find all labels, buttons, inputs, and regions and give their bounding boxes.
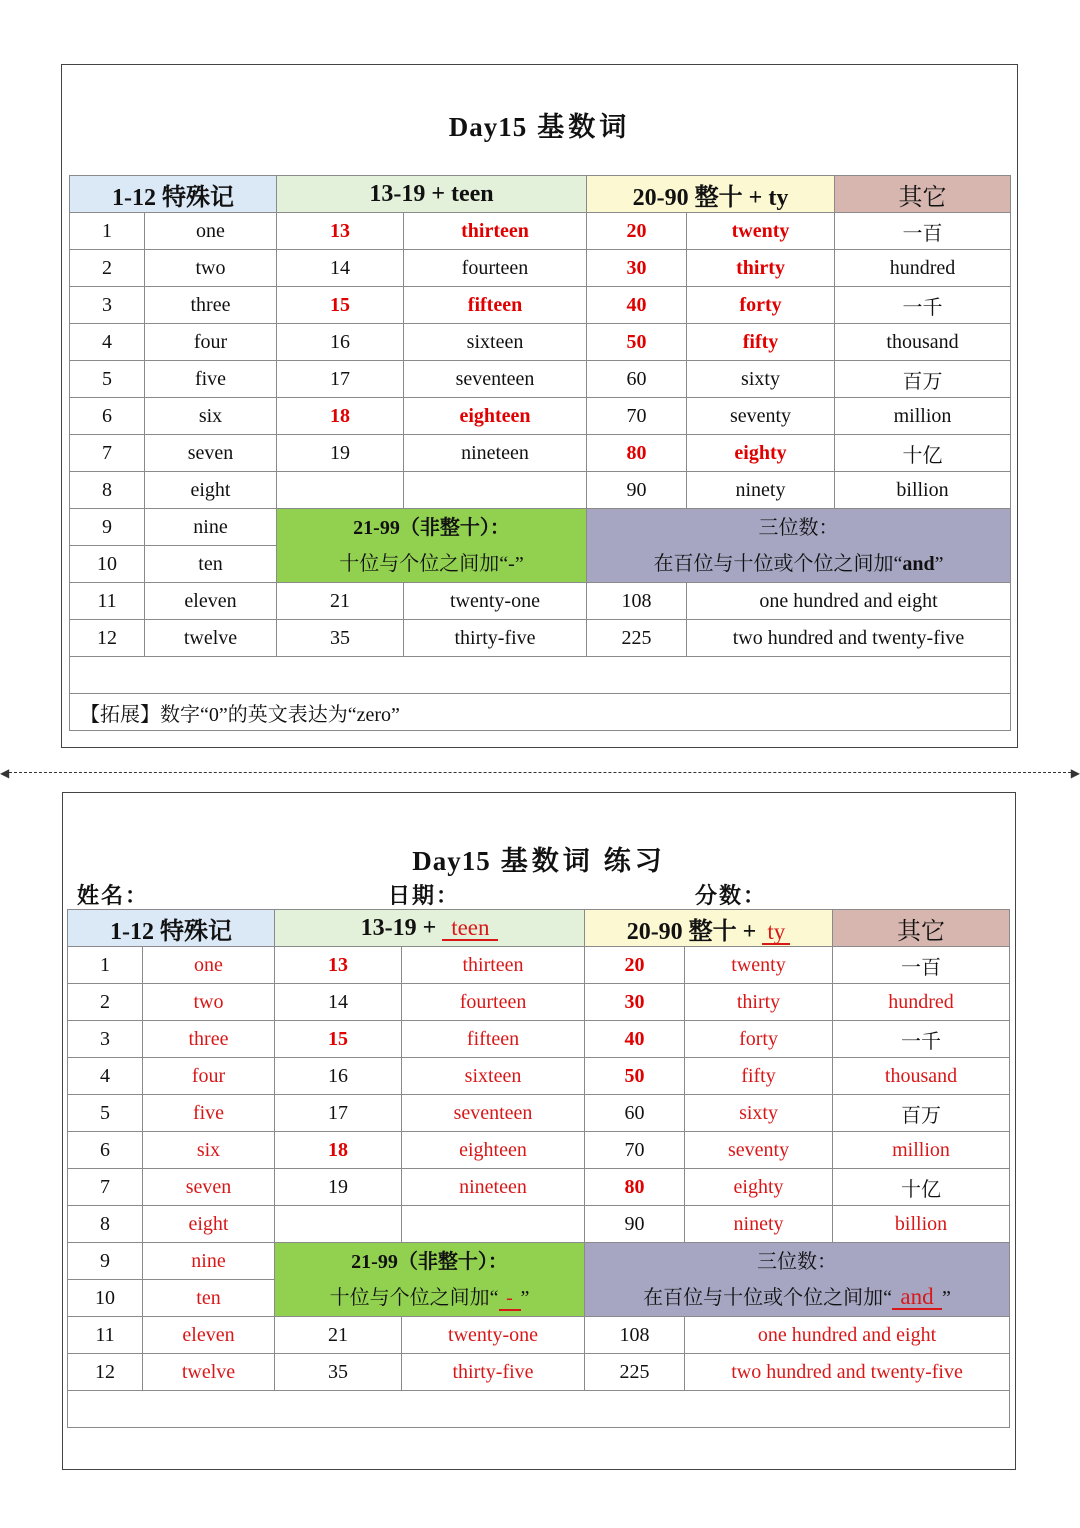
table-row	[70, 472, 1011, 509]
rule-text-suffix: ”	[934, 552, 944, 575]
rule-21-99-title: 21-99（非整十）：	[353, 516, 510, 539]
number-cell: 4	[70, 324, 145, 361]
number-cell: 60	[585, 1095, 685, 1132]
table-row	[68, 984, 1010, 1021]
number-cell: 18	[275, 1132, 402, 1169]
word-cell: fifty	[687, 324, 835, 361]
number-cell: 1	[70, 213, 145, 250]
word-cell: 百万	[833, 1095, 1010, 1132]
word-cell: thirty-five	[404, 620, 587, 657]
cut-divider	[4, 772, 1076, 773]
name-field[interactable]	[77, 879, 241, 910]
number-cell: 8	[68, 1206, 143, 1243]
rule-and-word: and	[902, 552, 935, 575]
answer-cell[interactable]: eleven	[143, 1317, 275, 1354]
word-cell: 一千	[835, 287, 1011, 324]
number-cell: 7	[70, 435, 145, 472]
number-cell: 40	[587, 287, 687, 324]
word-cell: 一百	[835, 213, 1011, 250]
table-row	[68, 1206, 1010, 1243]
practice-sheet	[62, 792, 1016, 1470]
answer-cell[interactable]: fourteen	[402, 984, 585, 1021]
number-cell: 14	[277, 250, 404, 287]
answer-cell[interactable]: hundred	[833, 984, 1010, 1021]
table-row-empty	[70, 657, 1011, 694]
rule-21-99	[275, 1243, 585, 1317]
number-cell: 6	[68, 1132, 143, 1169]
number-cell: 9	[70, 509, 145, 546]
answer-cell[interactable]: fifteen	[402, 1021, 585, 1058]
sheet-title	[63, 839, 1015, 878]
header-1-12: 1-12 特殊记	[68, 910, 275, 947]
sheet-title	[62, 105, 1017, 144]
number-cell: 35	[275, 1354, 402, 1391]
practice-table	[67, 909, 1010, 1428]
word-cell: fifteen	[404, 287, 587, 324]
word-cell: six	[145, 398, 277, 435]
word-cell: three	[145, 287, 277, 324]
student-info-row	[63, 879, 1015, 909]
rule-text-prefix: 在百位与十位或个位之间加“	[653, 552, 903, 575]
table-row-empty	[68, 1391, 1010, 1428]
number-cell: 12	[68, 1354, 143, 1391]
word-cell: 一千	[833, 1021, 1010, 1058]
number-cell: 40	[585, 1021, 685, 1058]
date-field[interactable]	[388, 879, 552, 910]
word-cell: twenty-one	[404, 583, 587, 620]
answer-cell[interactable]: thirty	[685, 984, 833, 1021]
title-practice: 练习	[603, 846, 666, 876]
word-cell: twenty	[687, 213, 835, 250]
rule-three-digit	[587, 509, 1011, 583]
extension-note: 【拓展】数字“0”的英文表达为“zero”	[70, 694, 1011, 731]
header-13-19	[275, 910, 585, 947]
word-cell: sixty	[687, 361, 835, 398]
number-cell: 30	[587, 250, 687, 287]
table-row	[70, 435, 1011, 472]
rule-three-digit-title: 三位数：	[758, 516, 839, 539]
rule-21-99	[277, 509, 587, 583]
header-other: 其它	[835, 176, 1011, 213]
number-cell	[275, 1206, 402, 1243]
rule-text-prefix: 十位与个位之间加“	[329, 1286, 499, 1309]
number-cell: 21	[277, 583, 404, 620]
answer-cell[interactable]: fifty	[685, 1058, 833, 1095]
table-row	[70, 620, 1011, 657]
word-cell: twelve	[145, 620, 277, 657]
word-cell: eighty	[687, 435, 835, 472]
answer-cell[interactable]: million	[833, 1132, 1010, 1169]
answer-cell[interactable]: seven	[143, 1169, 275, 1206]
number-cell: 10	[68, 1280, 143, 1317]
word-cell: fourteen	[404, 250, 587, 287]
number-cell: 90	[585, 1206, 685, 1243]
table-row	[70, 287, 1011, 324]
name-label: 姓名：	[77, 883, 150, 908]
word-cell: thirteen	[404, 213, 587, 250]
table-row	[70, 250, 1011, 287]
word-cell: nine	[145, 509, 277, 546]
table-row	[68, 1354, 1010, 1391]
table-row	[68, 1132, 1010, 1169]
table-row	[70, 361, 1011, 398]
empty-cell	[70, 657, 1011, 694]
date-blank[interactable]	[462, 887, 552, 910]
score-blank[interactable]	[769, 887, 871, 910]
answer-blank[interactable]: ty	[762, 921, 790, 945]
table-row	[70, 583, 1011, 620]
title-topic: 基数词	[500, 846, 594, 876]
number-cell: 3	[68, 1021, 143, 1058]
word-cell: eight	[145, 472, 277, 509]
header-prefix: 13-19 +	[360, 914, 437, 941]
number-cell: 60	[587, 361, 687, 398]
table-row	[68, 947, 1010, 984]
rule-three-digit-text	[587, 546, 1010, 582]
number-cell: 16	[275, 1058, 402, 1095]
number-cell: 108	[587, 583, 687, 620]
arrow-right-icon: ▶	[1070, 766, 1080, 780]
header-13-19: 13-19 + teen	[277, 176, 587, 213]
rule-text-suffix: ”	[520, 1286, 530, 1309]
header-prefix: 20-90 整十 +	[626, 918, 757, 945]
answer-cell[interactable]: twenty-one	[402, 1317, 585, 1354]
number-cell: 8	[70, 472, 145, 509]
answer-cell[interactable]: billion	[833, 1206, 1010, 1243]
rule-21-99-title: 21-99（非整十）：	[351, 1250, 508, 1273]
rule-three-digit-title: 三位数：	[757, 1250, 838, 1273]
number-cell: 3	[70, 287, 145, 324]
number-cell: 2	[70, 250, 145, 287]
number-cell: 11	[68, 1317, 143, 1354]
number-cell: 80	[585, 1169, 685, 1206]
number-cell: 17	[277, 361, 404, 398]
table-row	[68, 1169, 1010, 1206]
answer-cell[interactable]: three	[143, 1021, 275, 1058]
name-blank[interactable]	[151, 887, 241, 910]
answer-cell[interactable]: two hundred and twenty-five	[685, 1354, 1010, 1391]
number-cell: 50	[587, 324, 687, 361]
score-field[interactable]	[695, 879, 871, 910]
number-cell: 5	[70, 361, 145, 398]
word-cell: hundred	[835, 250, 1011, 287]
number-table	[69, 175, 1011, 731]
answer-cell[interactable]: eight	[143, 1206, 275, 1243]
table-row	[70, 398, 1011, 435]
table-row	[68, 1243, 1010, 1280]
answer-blank[interactable]: -	[499, 1287, 521, 1311]
number-cell: 35	[277, 620, 404, 657]
number-cell: 5	[68, 1095, 143, 1132]
table-row	[70, 324, 1011, 361]
table-header-row	[68, 910, 1010, 947]
number-cell: 1	[68, 947, 143, 984]
word-cell: ninety	[687, 472, 835, 509]
table-row	[68, 1095, 1010, 1132]
reference-sheet	[61, 64, 1018, 748]
answer-cell[interactable]: thousand	[833, 1058, 1010, 1095]
word-cell: 一百	[833, 947, 1010, 984]
answer-cell[interactable]	[402, 1206, 585, 1243]
header-20-90: 20-90 整十 + ty	[587, 176, 835, 213]
number-cell: 80	[587, 435, 687, 472]
number-cell: 13	[277, 213, 404, 250]
word-cell: seven	[145, 435, 277, 472]
number-cell: 2	[68, 984, 143, 1021]
number-cell: 6	[70, 398, 145, 435]
title-day: Day15	[412, 846, 491, 876]
answer-cell[interactable]: sixty	[685, 1095, 833, 1132]
answer-cell[interactable]: sixteen	[402, 1058, 585, 1095]
answer-cell[interactable]: two	[143, 984, 275, 1021]
number-cell: 12	[70, 620, 145, 657]
answer-cell[interactable]: thirteen	[402, 947, 585, 984]
score-label: 分数：	[695, 883, 768, 908]
word-cell: one hundred and eight	[687, 583, 1011, 620]
word-cell: thousand	[835, 324, 1011, 361]
header-20-90	[585, 910, 833, 947]
answer-blank[interactable]: and	[892, 1286, 942, 1310]
word-cell: eleven	[145, 583, 277, 620]
number-cell: 90	[587, 472, 687, 509]
answer-cell[interactable]: twenty	[685, 947, 833, 984]
rule-three-digit	[585, 1243, 1010, 1317]
table-row	[68, 1317, 1010, 1354]
word-cell: eighteen	[404, 398, 587, 435]
empty-cell	[68, 1391, 1010, 1428]
rule-21-99-text	[275, 1280, 584, 1316]
answer-cell[interactable]: one hundred and eight	[685, 1317, 1010, 1354]
number-cell: 16	[277, 324, 404, 361]
number-cell: 50	[585, 1058, 685, 1095]
answer-cell[interactable]: seventy	[685, 1132, 833, 1169]
number-cell: 18	[277, 398, 404, 435]
word-cell: sixteen	[404, 324, 587, 361]
answer-cell[interactable]: seventeen	[402, 1095, 585, 1132]
answer-cell[interactable]: nineteen	[402, 1169, 585, 1206]
number-cell: 225	[585, 1354, 685, 1391]
table-row	[68, 1058, 1010, 1095]
word-cell	[404, 472, 587, 509]
word-cell: two	[145, 250, 277, 287]
table-row	[68, 1021, 1010, 1058]
number-cell: 21	[275, 1317, 402, 1354]
number-cell: 20	[585, 947, 685, 984]
number-cell: 4	[68, 1058, 143, 1095]
answer-cell[interactable]: nine	[143, 1243, 275, 1280]
rule-three-digit-text	[585, 1280, 1009, 1316]
arrow-left-icon: ◀	[0, 766, 10, 780]
number-cell: 9	[68, 1243, 143, 1280]
word-cell: seventy	[687, 398, 835, 435]
title-topic: 基数词	[537, 112, 631, 142]
answer-cell[interactable]: one	[143, 947, 275, 984]
number-cell: 10	[70, 546, 145, 583]
number-cell: 13	[275, 947, 402, 984]
date-label: 日期：	[388, 883, 461, 908]
word-cell: seventeen	[404, 361, 587, 398]
word-cell: forty	[687, 287, 835, 324]
word-cell: four	[145, 324, 277, 361]
rule-text-prefix: 在百位与十位或个位之间加“	[643, 1286, 893, 1309]
number-cell: 19	[277, 435, 404, 472]
number-cell: 70	[587, 398, 687, 435]
number-cell: 7	[68, 1169, 143, 1206]
number-cell: 19	[275, 1169, 402, 1206]
answer-blank[interactable]: teen	[442, 917, 498, 941]
word-cell: billion	[835, 472, 1011, 509]
word-cell: nineteen	[404, 435, 587, 472]
answer-cell[interactable]: ninety	[685, 1206, 833, 1243]
answer-cell[interactable]: six	[143, 1132, 275, 1169]
word-cell: million	[835, 398, 1011, 435]
answer-cell[interactable]: four	[143, 1058, 275, 1095]
number-cell	[277, 472, 404, 509]
answer-cell[interactable]: five	[143, 1095, 275, 1132]
word-cell: 十亿	[835, 435, 1011, 472]
word-cell: thirty	[687, 250, 835, 287]
table-header-row	[70, 176, 1011, 213]
rule-21-99-text: 十位与个位之间加“-”	[339, 552, 524, 575]
answer-cell[interactable]: eighteen	[402, 1132, 585, 1169]
rule-text-suffix: ”	[942, 1286, 951, 1309]
answer-cell[interactable]: ten	[143, 1280, 275, 1317]
header-1-12: 1-12 特殊记	[70, 176, 277, 213]
answer-cell[interactable]: forty	[685, 1021, 833, 1058]
number-cell: 14	[275, 984, 402, 1021]
word-cell: five	[145, 361, 277, 398]
note-row	[70, 694, 1011, 731]
number-cell: 225	[587, 620, 687, 657]
title-day: Day15	[448, 112, 528, 142]
word-cell: two hundred and twenty-five	[687, 620, 1011, 657]
word-cell: 百万	[835, 361, 1011, 398]
table-row	[70, 213, 1011, 250]
answer-cell[interactable]: twelve	[143, 1354, 275, 1391]
word-cell: ten	[145, 546, 277, 583]
word-cell: 十亿	[833, 1169, 1010, 1206]
header-other: 其它	[833, 910, 1010, 947]
word-cell: one	[145, 213, 277, 250]
number-cell: 11	[70, 583, 145, 620]
answer-cell[interactable]: eighty	[685, 1169, 833, 1206]
number-cell: 15	[275, 1021, 402, 1058]
number-cell: 70	[585, 1132, 685, 1169]
number-cell: 15	[277, 287, 404, 324]
number-cell: 20	[587, 213, 687, 250]
number-cell: 30	[585, 984, 685, 1021]
number-cell: 108	[585, 1317, 685, 1354]
number-cell: 17	[275, 1095, 402, 1132]
table-row	[70, 509, 1011, 546]
answer-cell[interactable]: thirty-five	[402, 1354, 585, 1391]
